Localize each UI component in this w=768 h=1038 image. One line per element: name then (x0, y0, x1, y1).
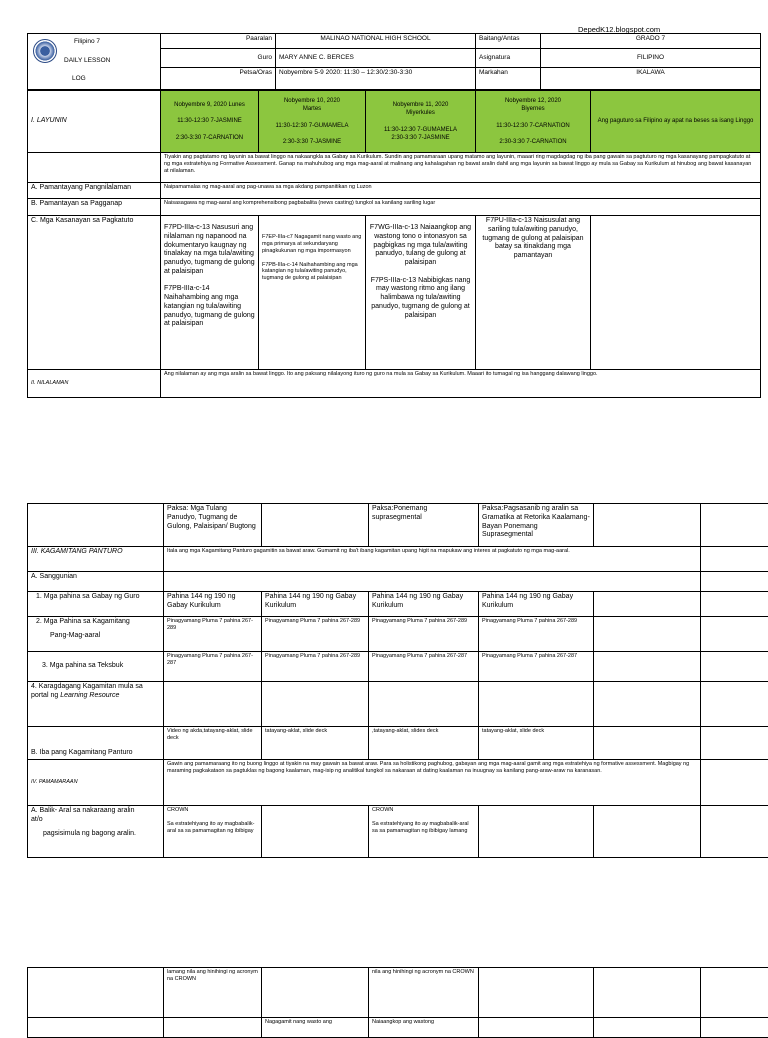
baitang-value: GRADO 7 (541, 34, 761, 49)
balik-day3 (369, 806, 479, 858)
gabay-day1: Pahina 144 ng 190 ng Gabay Kurikulum (164, 592, 262, 617)
cont-day3: nila ang hinihingi ng acronym na CROWN (369, 968, 479, 1018)
header-title-1: Filipino 7 (74, 38, 101, 45)
paksa-day4: Paksa:Pagsasanib ng aralin sa Gramatika at Retorika Kaalamang-Bayan Ponemang Suprasegmental (479, 504, 594, 547)
petsa-value: Nobyembre 5-9 2020: 11:30 – 12:30/2:30-3:30 (276, 68, 476, 90)
petsa-label: Petsa/Oras (161, 68, 276, 90)
layunin-label: I. LAYUNIN (28, 91, 161, 153)
balik-day1 (164, 806, 262, 858)
pamantayan-sa-pagganap-value: Naisasagawa ng mag-aaral ang komprehensibong pagbabalita (news casting) tungkol sa kanilang sariling lugar (161, 199, 761, 216)
day2-time1: 11:30-12:30 7-GUMAMELA (275, 122, 349, 129)
asignatura-label: Asignatura (476, 49, 541, 68)
kagamitang-panturo-value: Itala ang mga Kagamitang Panturo gagamitin sa bawat araw. Gumamit ng iba't ibang kagamitan upang higit na mapukaw ang interes at pagkatuto ng mga mag-aaral. (164, 547, 701, 572)
kasanayan-day1: F7PD-IIIa-c-13 Nasusuri ang nilalaman ng napanood na dokumentaryo kaugnay ng tinalakay na mga tula/awiting panudyo, tugmang de gulong at palaisipan F7PB-IIIa-c-14 Naihahambing ang mga katangian ng tula/awiting panudyo, tugmang de gulong at palaisipan (161, 216, 259, 370)
kagamitang-day4: Pinagyamang Pluma 7 pahina 267-289 (479, 617, 594, 652)
kagamitang-day3: Pinagyamang Pluma 7 pahina 267-289 (369, 617, 479, 652)
pamantayang-pangnilalaman-value: Naipamamalas ng mag-aaral ang pag-unawa sa mga akdang pampanitikan ng Luzon (161, 183, 761, 199)
gabay-day3: Pahina 144 ng 190 ng Gabay Kurikulum (369, 592, 479, 617)
kagamitang-panturo-label: III. KAGAMITANG PANTURO (28, 547, 164, 572)
balik-day1-title: CROWN (167, 807, 189, 813)
baitang-label: Baitang/Antas (476, 34, 541, 49)
kagamitang-label-line1: 2. Mga Pahina sa Kagamitang (36, 618, 130, 625)
day2-header (259, 91, 366, 153)
teksbuk-day2: Pinagyamang Pluma 7 pahina 267-289 (262, 652, 369, 682)
balik-label-line3: pagsisimula ng bagong aralin. (43, 829, 137, 837)
kagamitang-day2: Pinagyamang Pluma 7 pahina 267-289 (262, 617, 369, 652)
nilalaman-label: II. NILALAMAN (28, 370, 161, 398)
day4-header (476, 91, 591, 153)
page2-table (27, 503, 768, 858)
day3-time2: 2:30-3:30 7-JASMINE (391, 134, 450, 141)
gabay-day2: Pahina 144 ng 190 ng Gabay Kurikulum (262, 592, 369, 617)
day4-weekday: Biyernes (521, 106, 545, 113)
karagdagang-label-line3: Learning Resource (60, 691, 120, 699)
balik-aral-label (28, 806, 164, 858)
guro-value: MARY ANNE C. BERCES (276, 49, 476, 68)
layunin-note: Tiyakin ang pagtatamo ng layunin sa bawat linggo na nakaangkla sa Gabay sa Kurikulum. Sundin ang pamamaraan upang matamo ang layunin, maaari ring magdagdag ng iba pang gawain sa pagtuturo ng mga kasanayang pampagkatuto at ng mga estratehiya ng Formative Assessment. Ganap na mahuhubog ang mga mag-aaral at malinang ang kahalagahan ng bawat aralin dahil ang mga layunin sa bawat linggo ay mula sa Gabay sa Kurikulum at hinubog ang bawat kasanayan at nilalaman. (161, 153, 761, 183)
pamantayan-sa-pagganap-label: B. Pamantayan sa Pagganap (28, 199, 161, 216)
karagdagang-label (28, 682, 164, 727)
asignatura-value: FILIPINO (541, 49, 761, 68)
markahan-label: Markahan (476, 68, 541, 90)
day2-date: Nobyembre 10, 2020 (283, 98, 341, 105)
guro-label: Guro (161, 49, 276, 68)
kagamitang-label-line2: Pang-Mag-aaral (50, 631, 101, 639)
teksbuk-day4: Pinagyamang Pluma 7 pahina 267-287 (479, 652, 594, 682)
day3-weekday: Miyerkules (406, 110, 435, 117)
header-table (27, 33, 761, 90)
pamantayang-pangnilalaman-label: A. Pamantayang Pangnilalaman (28, 183, 161, 199)
day1-time1: 11:30-12:30 7-JASMINE (177, 118, 242, 125)
next-day2: Nagagamit nang wasto ang (262, 1018, 369, 1038)
balik-label-line2: at/o (31, 815, 43, 823)
kasanayan-label: C. Mga Kasanayan sa Pagkatuto (28, 216, 161, 370)
header-title-3: LOG (72, 75, 86, 82)
balik-day3-text: Sa estratehiyang ito ay magbabalik-aral sa sa pamamagitan ng ibibigay lamang (372, 821, 469, 835)
day4-time2: 2:30-3:30 7-CARNATION (499, 138, 567, 145)
day2-time2: 2:30-3:30 7-JASMINE (282, 138, 342, 145)
kagamitang-day1: Pinagyamang Pluma 7 pahina 267-289 (164, 617, 262, 652)
kasanayan-day2: F7EP-IIIa-c7 Nagagamit nang wasto ang mga primarya at sekundaryang pinagkukunan ng mga impormasyon F7PB-IIIa-c-14 Naihahambing ang mga katangian ng tula/awiting panudyo, tugmang de gulong at palaisipan (259, 216, 366, 370)
day4-date: Nobyembre 12, 2020 (504, 98, 562, 105)
kasanayan-day3: F7WG-IIIa-c-13 Naiaangkop ang wastong tono o intonasyon sa pagbigkas ng mga tula/awiting panudyo, tulang de gulong at palaisipan F7PS-IIIa-c-13 Nabibigkas nang may wastong ritmo ang ilang halimbawa ng tula/awiting panudyo, tugmang de gulong at palaisipan (366, 216, 476, 370)
layunin-table (27, 90, 761, 398)
balik-day1-text: Sa estratehiyang ito ay magbabalik-aral sa sa pamamagitan ng ibibigay (167, 821, 255, 835)
iba-day3: ,tatayang-aklat, slides deck (369, 727, 479, 760)
day1-header (161, 91, 259, 153)
day3-header (366, 91, 476, 153)
balik-label-line1: A. Balik- Aral sa nakaraang aralin (31, 807, 135, 814)
page3-table (27, 967, 768, 1038)
karagdagang-label-line1: 4. Karagdagang Kagamitan mula (31, 683, 134, 690)
paksa-day3: Paksa:Ponemang suprasegmental (369, 504, 479, 547)
nilalaman-value: Ang nilalaman ay ang mga aralin sa bawat linggo. Ito ang paksang nilalayong ituro ng guro na mula sa Gabay sa Kurikulum. Maaari ito tumagal ng isa hanggang dalawang linggo. (161, 370, 761, 398)
cont-day1: lamang nila ang hinihingi ng acronym na CROWN (164, 968, 262, 1018)
day1-date: Nobyembre 9, 2020 Lunes (174, 102, 245, 109)
paksa-day1: Paksa: Mga Tulang Panudyo, Tugmang de Gulong, Palaisipan/ Bugtong (164, 504, 262, 547)
day4-time1: 11:30-12:30 7-CARNATION (496, 122, 570, 129)
header-title-2: DAILY LESSON (64, 57, 111, 64)
pamamaraan-value: Gawin ang pamamaraang ito ng buong linggo at tiyakin na may gawain sa bawat araw. Para sa holistikong paghubog, gabayan ang mga mag-aaral gamit ang mga estratehiya ng formative assessment. Magbigay ng maraming pagkakataon sa pagtuklas ng bagong kaalaman, mag-isip ng analitikal tungkol sa nakaraan at dating kaalaman na inuugnay sa kanilang pang-araw-araw na karanasan. (164, 760, 701, 806)
teksbuk-day1: Pinagyamang Pluma 7 pahina 267-287 (164, 652, 262, 682)
iba-day4: tatayang-aklat, slide deck (479, 727, 594, 760)
day5-header: Ang paguturo sa Filipino ay apat na beses sa isang Linggo (591, 91, 761, 153)
iba-day2: tatayang-aklat, slide deck (262, 727, 369, 760)
paaralan-value: MALINAO NATIONAL HIGH SCHOOL (276, 34, 476, 49)
day1-time2: 2:30-3:30 7-CARNATION (175, 134, 244, 141)
pamamaraan-label: IV. PAMAMARAAN (28, 760, 164, 806)
teksbuk-label: 3. Mga pahina sa Teksbuk (28, 652, 164, 682)
day2-weekday: Martes (302, 106, 322, 113)
day3-date: Nobyembre 11, 2020 (392, 102, 449, 109)
gabay-day4: Pahina 144 ng 190 ng Gabay Kurikulum (479, 592, 594, 617)
deped-seal-icon (33, 39, 57, 63)
iba-day1: Video ng akda,tatayang-aklat, slide deck (164, 727, 262, 760)
kagamitang-mag-aaral-label (28, 617, 164, 652)
paaralan-label: Paaralan (161, 34, 276, 49)
kasanayan-day4: F7PU-IIIa-c-13 Naisusulat ang sariling tula/awiting panudyo, tugmang de gulong at palaisipan batay sa itinakdang mga pamantayan (476, 216, 591, 370)
watermark: DepedK12.blogspot.com (578, 25, 661, 34)
balik-day3-title: CROWN (372, 807, 394, 813)
day3-time1: 11:30-12:30 7-GUMAMELA (384, 126, 457, 133)
teksbuk-day3: Pinagyamang Pluma 7 pahina 267-287 (369, 652, 479, 682)
karagdagang-label-line2: sa portal ng (31, 683, 143, 699)
markahan-value: IKALAWA (541, 68, 761, 90)
gabay-guro-label: 1. Mga pahina sa Gabay ng Guro (28, 592, 164, 617)
sanggunian-label: A. Sanggunian (28, 572, 164, 592)
next-day3: Naiaangkop ang wastong (369, 1018, 479, 1038)
iba-pang-kagamitan-label: B. Iba pang Kagamitang Panturo (28, 727, 164, 760)
